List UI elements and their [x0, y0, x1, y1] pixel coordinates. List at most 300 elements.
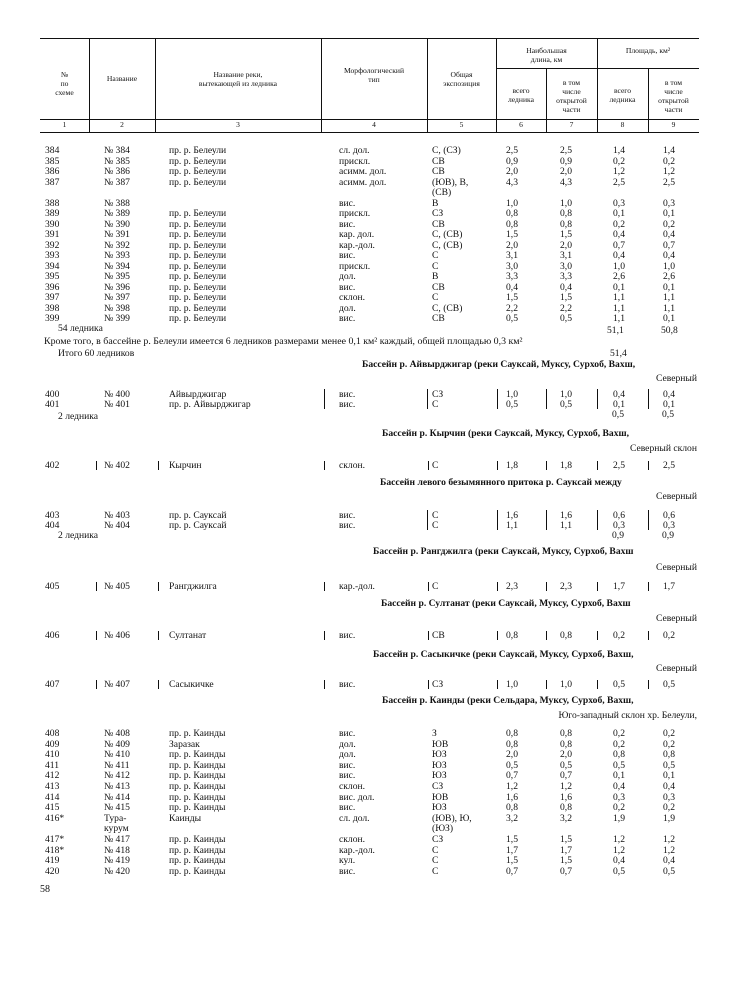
- colnum: 9: [671, 120, 676, 129]
- river-name: пр. р. Айвырджигар: [169, 399, 251, 410]
- length-total: 1,7: [506, 844, 518, 856]
- area-total: 0,2: [613, 630, 625, 641]
- area-total: 1,1: [613, 302, 625, 314]
- basin-subtitle: Северный: [655, 562, 697, 573]
- morph-type: дол.: [339, 749, 356, 761]
- row-number: 401: [45, 399, 60, 410]
- sum-label: 2 ледника: [58, 411, 99, 422]
- exposure: ЮЗ: [432, 749, 447, 761]
- glacier-name: № 419: [104, 855, 130, 867]
- length-open: 1,0: [560, 679, 572, 690]
- morph-type: вис.: [339, 802, 356, 814]
- sum-area-open: 0,5: [662, 409, 674, 420]
- area-total: 2,6: [613, 271, 625, 282]
- column-numbers: [40, 118, 699, 133]
- cell-divider: [324, 389, 325, 409]
- cell-divider: [324, 631, 325, 640]
- area-total: 1,0: [613, 260, 625, 272]
- basin-subtitle: Северный: [655, 663, 697, 674]
- morph-type: вис.: [339, 770, 356, 782]
- row-number: 407: [45, 679, 60, 690]
- cell-divider: [158, 680, 159, 689]
- length-total: 2,3: [506, 581, 518, 592]
- area-open: 2,5: [663, 460, 675, 471]
- sum-area-open: 50,8: [661, 325, 678, 336]
- area-open: 0,3: [663, 791, 675, 803]
- row-number: 409: [45, 738, 60, 750]
- morph-type: вис.: [339, 510, 356, 521]
- sum-label: 2 ледника: [58, 530, 99, 541]
- length-total: 1,1: [506, 520, 518, 531]
- area-total: 0,2: [613, 218, 625, 230]
- cell-divider: [427, 510, 428, 530]
- header-morph: Морфологический тип: [343, 66, 405, 84]
- header-length: Наибольшая длина, км: [526, 46, 567, 64]
- cell-divider: [648, 680, 649, 689]
- morph-type: вис.: [339, 218, 356, 230]
- exposure: СЗ: [432, 679, 444, 690]
- row-number: 384: [45, 145, 60, 156]
- cell-divider: [428, 461, 429, 470]
- morph-type: дол.: [339, 271, 356, 282]
- length-open: 1,7: [560, 844, 572, 856]
- cell-divider: [96, 680, 97, 689]
- glacier-name: № 388: [104, 197, 130, 209]
- exposure: С: [432, 855, 439, 867]
- cell-divider: [648, 582, 649, 591]
- area-total: 0,2: [613, 155, 625, 167]
- glacier-name: № 401: [104, 399, 130, 410]
- area-open: 1,1: [663, 292, 675, 303]
- river-name: пр. р. Белеули: [169, 239, 227, 251]
- row-number: 415: [45, 802, 60, 814]
- exposure: С: [432, 510, 439, 521]
- morph-type: дол.: [339, 738, 356, 750]
- length-open: 0,8: [560, 208, 572, 219]
- river-name: пр. р. Каинды: [169, 770, 226, 782]
- area-open: 0,6: [663, 510, 675, 521]
- header-name: Название: [106, 74, 138, 83]
- area-open: 1,9: [663, 812, 675, 824]
- sum-area-open: 0,9: [662, 530, 674, 541]
- exposure: С: [432, 260, 439, 272]
- river-name: пр. р. Каинды: [169, 791, 226, 803]
- length-total: 0,4: [506, 281, 518, 293]
- row-number: 402: [45, 460, 60, 471]
- row-number: 405: [45, 581, 60, 592]
- exposure: СВ: [432, 155, 445, 167]
- area-open: 1,2: [663, 834, 675, 845]
- exposure: С: [432, 292, 439, 303]
- exposure: (ЮВ), В,: [432, 176, 469, 188]
- row-number: 420: [45, 865, 60, 877]
- morph-type: вис.: [339, 250, 356, 261]
- river-name: пр. р. Белеули: [169, 166, 227, 177]
- length-open: 3,0: [560, 260, 572, 272]
- glacier-name: № 399: [104, 313, 130, 324]
- length-open: 2,0: [560, 166, 572, 177]
- exposure: СЗ: [432, 389, 444, 400]
- length-open: 2,2: [560, 302, 572, 314]
- morph-type: кар.-дол.: [339, 581, 375, 592]
- exposure: ЮВ: [432, 738, 449, 750]
- river-name: пр. р. Сауксай: [169, 510, 227, 521]
- river-name: пр. р. Каинды: [169, 728, 226, 739]
- length-total: 0,5: [506, 759, 518, 771]
- area-open: 0,2: [663, 738, 675, 750]
- basin-subtitle: Северный склон: [629, 443, 697, 454]
- area-total: 1,4: [613, 145, 625, 156]
- colnum: 5: [459, 120, 464, 129]
- page-number: 58: [40, 884, 50, 895]
- basin-subtitle: Юго-западный склон хр. Белеули,: [558, 710, 697, 721]
- glacier-name: № 413: [104, 781, 130, 792]
- area-total: 1,2: [613, 166, 625, 177]
- row-number: 387: [45, 176, 60, 188]
- cell-divider: [497, 680, 498, 689]
- cell-divider: [96, 631, 97, 640]
- row-number: 408: [45, 728, 60, 739]
- cell-divider: [648, 389, 649, 409]
- morph-type: вис.: [339, 679, 356, 690]
- river-name: Заразак: [169, 738, 200, 750]
- morph-type: дол.: [339, 302, 356, 314]
- glacier-name: № 420: [104, 865, 130, 877]
- length-open: 0,4: [560, 281, 572, 293]
- length-open: 1,5: [560, 229, 572, 240]
- cell-divider: [597, 389, 598, 409]
- exposure: (ЮВ), Ю,: [432, 812, 472, 824]
- glacier-name: курум: [104, 823, 129, 835]
- area-open: 2,5: [663, 176, 675, 188]
- length-open: 3,1: [560, 250, 572, 261]
- cell-divider: [497, 461, 498, 470]
- basin-title: Бассейн левого безымянного притока р. Сауксай между: [380, 477, 622, 488]
- morph-type: прискл.: [339, 155, 371, 167]
- exposure: С: [432, 844, 439, 856]
- row-number: 418*: [45, 844, 65, 856]
- length-total: 2,5: [506, 145, 518, 156]
- cell-divider: [96, 461, 97, 470]
- cell-divider: [546, 582, 547, 591]
- area-open: 0,1: [663, 281, 675, 293]
- row-number: 386: [45, 166, 60, 177]
- glacier-name: № 396: [104, 281, 130, 293]
- length-total: 1,0: [506, 389, 518, 400]
- row-number: 388: [45, 197, 60, 209]
- area-total: 0,4: [613, 229, 625, 240]
- row-number: 414: [45, 791, 60, 803]
- cell-divider: [597, 631, 598, 640]
- length-open: 2,3: [560, 581, 572, 592]
- header-exposure: Общая экспозиция: [443, 70, 480, 88]
- river-name: пр. р. Белеули: [169, 218, 227, 230]
- exposure: СВ: [432, 281, 445, 293]
- area-open: 0,4: [663, 389, 675, 400]
- river-name: пр. р. Белеули: [169, 145, 227, 156]
- glacier-name: № 410: [104, 749, 130, 761]
- cell-divider: [546, 389, 547, 409]
- row-number: 410: [45, 749, 60, 761]
- exposure: СЗ: [432, 781, 444, 792]
- glacier-name: № 404: [104, 520, 130, 531]
- area-open: 1,4: [663, 145, 675, 156]
- length-total: 1,5: [506, 229, 518, 240]
- exposure: ЮЗ: [432, 770, 447, 782]
- glacier-name: № 408: [104, 728, 130, 739]
- area-total: 2,5: [613, 460, 625, 471]
- cell-divider: [497, 631, 498, 640]
- row-number: 399: [45, 313, 60, 324]
- row-number: 417*: [45, 834, 65, 845]
- exposure: С: [432, 399, 439, 410]
- area-total: 0,5: [613, 679, 625, 690]
- exposure: В: [432, 197, 439, 209]
- morph-type: склон.: [339, 292, 366, 303]
- length-open: 2,0: [560, 749, 572, 761]
- glacier-name: № 387: [104, 176, 130, 188]
- basin-subtitle: Северный: [655, 491, 697, 502]
- length-open: 1,8: [560, 460, 572, 471]
- area-open: 0,4: [663, 855, 675, 867]
- exposure: ЮВ: [432, 791, 449, 803]
- header-number: № по схеме: [55, 70, 74, 97]
- area-open: 1,7: [663, 581, 675, 592]
- exposure: С, (СВ): [432, 302, 463, 314]
- exposure: В: [432, 271, 439, 282]
- total-area: 51,4: [610, 348, 627, 359]
- morph-type: асимм. дол.: [339, 166, 387, 177]
- cell-divider: [324, 680, 325, 689]
- river-name: пр. р. Каинды: [169, 759, 226, 771]
- area-total: 0,1: [613, 770, 625, 782]
- area-total: 0,4: [613, 781, 625, 792]
- area-total: 1,9: [613, 812, 625, 824]
- glacier-name: № 395: [104, 271, 130, 282]
- area-open: 1,2: [663, 844, 675, 856]
- area-open: 0,3: [663, 520, 675, 531]
- river-name: пр. р. Белеули: [169, 281, 227, 293]
- length-open: 1,5: [560, 292, 572, 303]
- row-number: 413: [45, 781, 60, 792]
- length-total: 0,7: [506, 865, 518, 877]
- area-total: 0,5: [613, 759, 625, 771]
- area-open: 0,7: [663, 239, 675, 251]
- length-open: 1,6: [560, 510, 572, 521]
- morph-type: прискл.: [339, 260, 371, 272]
- area-total: 0,2: [613, 728, 625, 739]
- river-name: пр. р. Сауксай: [169, 520, 227, 531]
- morph-type: асимм. дол.: [339, 176, 387, 188]
- river-name: пр. р. Белеули: [169, 176, 227, 188]
- colnum: 6: [519, 120, 523, 129]
- glacier-name: № 418: [104, 844, 130, 856]
- cell-divider: [648, 631, 649, 640]
- cell-divider: [648, 461, 649, 470]
- cell-divider: [158, 582, 159, 591]
- sum-label: 54 ледника: [58, 323, 103, 334]
- length-total: 0,5: [506, 313, 518, 324]
- header-area-open: в том числе открытой части: [658, 78, 689, 114]
- row-number: 419: [45, 855, 60, 867]
- glacier-name: № 400: [104, 389, 130, 400]
- length-total: 0,9: [506, 155, 518, 167]
- river-name: Кырчин: [169, 460, 202, 471]
- length-open: 0,7: [560, 865, 572, 877]
- length-total: 1,6: [506, 510, 518, 521]
- row-number: 385: [45, 155, 60, 167]
- glacier-name: № 409: [104, 738, 130, 750]
- length-total: 1,0: [506, 197, 518, 209]
- area-total: 0,7: [613, 239, 625, 251]
- glacier-name: № 394: [104, 260, 130, 272]
- length-open: 0,8: [560, 218, 572, 230]
- area-open: 0,5: [663, 679, 675, 690]
- length-total: 0,8: [506, 630, 518, 641]
- area-total: 0,2: [613, 802, 625, 814]
- sum-area-total: 0,9: [612, 530, 624, 541]
- length-open: 1,0: [560, 197, 572, 209]
- area-open: 0,3: [663, 197, 675, 209]
- area-total: 1,7: [613, 581, 625, 592]
- length-open: 0,5: [560, 759, 572, 771]
- cell-divider: [428, 631, 429, 640]
- area-open: 0,4: [663, 229, 675, 240]
- length-total: 2,0: [506, 749, 518, 761]
- row-number: 392: [45, 239, 60, 251]
- length-open: 0,8: [560, 738, 572, 750]
- length-total: 0,8: [506, 738, 518, 750]
- length-open: 0,5: [560, 399, 572, 410]
- length-total: 2,2: [506, 302, 518, 314]
- cell-divider: [546, 510, 547, 530]
- glacier-name: № 391: [104, 229, 130, 240]
- glacier-name: № 414: [104, 791, 130, 803]
- morph-type: вис. дол.: [339, 791, 375, 803]
- colnum: 8: [620, 120, 625, 129]
- length-total: 0,8: [506, 802, 518, 814]
- area-total: 0,3: [613, 520, 625, 531]
- length-total: 0,7: [506, 770, 518, 782]
- cell-divider: [324, 461, 325, 470]
- morph-type: сл. дол.: [339, 812, 370, 824]
- cell-divider: [158, 631, 159, 640]
- header-subrule: [496, 68, 699, 69]
- area-open: 0,8: [663, 749, 675, 761]
- area-open: 0,1: [663, 399, 675, 410]
- glacier-name: № 403: [104, 510, 130, 521]
- length-open: 3,2: [560, 812, 572, 824]
- note-text: Кроме того, в бассейне р. Белеули имеется 6 ледников размерами менее 0,1 км² каждый, общей площадью 0,3 км²: [44, 336, 523, 347]
- cell-divider: [597, 461, 598, 470]
- row-number: 396: [45, 281, 60, 293]
- exposure: СЗ: [432, 834, 444, 845]
- length-total: 3,2: [506, 812, 518, 824]
- area-open: 1,2: [663, 166, 675, 177]
- area-open: 0,1: [663, 208, 675, 219]
- area-total: 1,2: [613, 834, 625, 845]
- river-name: пр. р. Белеули: [169, 208, 227, 219]
- cell-divider: [597, 582, 598, 591]
- glacier-name: № 392: [104, 239, 130, 251]
- basin-title: Бассейн р. Каинды (реки Сельдара, Муксу, Сурхоб, Вахш,: [382, 695, 634, 706]
- area-open: 2,6: [663, 271, 675, 282]
- morph-type: кар.-дол.: [339, 239, 375, 251]
- length-total: 0,8: [506, 728, 518, 739]
- sum-area-total: 51,1: [607, 325, 624, 336]
- length-open: 0,8: [560, 630, 572, 641]
- river-name: Рангджилга: [169, 581, 217, 592]
- morph-type: кул.: [339, 855, 356, 867]
- colnum: 4: [372, 120, 376, 129]
- length-open: 1,5: [560, 855, 572, 867]
- cell-divider: [158, 461, 159, 470]
- row-number: 390: [45, 218, 60, 230]
- exposure: С: [432, 520, 439, 531]
- exposure: СВ: [432, 630, 445, 641]
- row-number: 412: [45, 770, 60, 782]
- basin-title: Бассейн р. Сасыкичке (реки Сауксай, Муксу, Сурхоб, Вахш,: [373, 649, 634, 660]
- length-open: 1,2: [560, 781, 572, 792]
- length-open: 1,0: [560, 389, 572, 400]
- glacier-name: № 397: [104, 292, 130, 303]
- colnum: 2: [120, 120, 124, 129]
- river-name: пр. р. Каинды: [169, 749, 226, 761]
- river-name: пр. р. Белеули: [169, 260, 227, 272]
- row-number: 411: [45, 759, 60, 771]
- header-length-total: всего ледника: [508, 86, 534, 104]
- area-open: 0,2: [663, 802, 675, 814]
- sum-area-total: 0,5: [612, 409, 624, 420]
- length-open: 2,5: [560, 145, 572, 156]
- area-total: 1,2: [613, 844, 625, 856]
- glacier-name: № 406: [104, 630, 130, 641]
- morph-type: сл. дол.: [339, 145, 370, 156]
- length-total: 0,8: [506, 218, 518, 230]
- morph-type: склон.: [339, 781, 366, 792]
- cell-divider: [428, 680, 429, 689]
- exposure: С, (СЗ): [432, 145, 461, 156]
- length-total: 1,6: [506, 791, 518, 803]
- row-number: 406: [45, 630, 60, 641]
- colnum: 1: [62, 120, 67, 129]
- length-total: 3,1: [506, 250, 518, 261]
- glacier-name: № 407: [104, 679, 130, 690]
- cell-divider: [597, 510, 598, 530]
- morph-type: прискл.: [339, 208, 371, 219]
- row-number: 398: [45, 302, 60, 314]
- area-open: 0,4: [663, 781, 675, 792]
- basin-subtitle: Северный: [655, 373, 697, 384]
- exposure: СВ: [432, 218, 445, 230]
- cell-divider: [597, 680, 598, 689]
- morph-type: вис.: [339, 630, 356, 641]
- area-open: 0,4: [663, 250, 675, 261]
- length-total: 1,2: [506, 781, 518, 792]
- basin-subtitle: Северный: [655, 613, 697, 624]
- exposure: ЮЗ: [432, 802, 447, 814]
- exposure: (ЮЗ): [432, 823, 454, 835]
- exposure: СВ: [432, 313, 445, 324]
- cell-divider: [648, 510, 649, 530]
- row-number: 416*: [45, 812, 65, 824]
- length-open: 0,9: [560, 155, 572, 167]
- header-river: Название реки, вытекающей из ледника: [198, 70, 278, 88]
- length-open: 1,6: [560, 791, 572, 803]
- area-open: 1,0: [663, 260, 675, 272]
- river-name: пр. р. Белеули: [169, 292, 227, 303]
- row-number: 397: [45, 292, 60, 303]
